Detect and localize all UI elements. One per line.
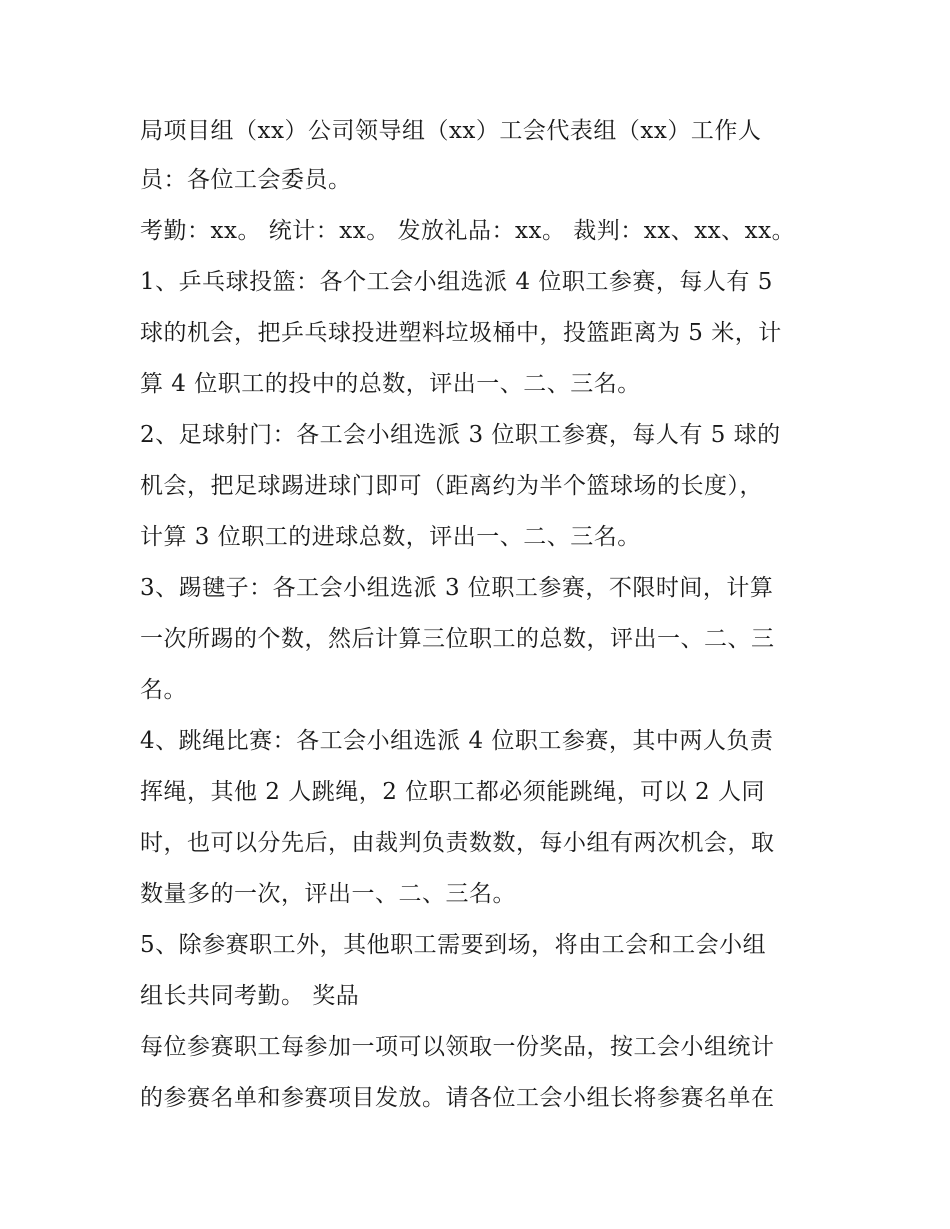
text-line: 算 4 位职工的投中的总数，评出一、二、三名。	[140, 371, 641, 397]
text-line: 数量多的一次，评出一、二、三名。	[140, 881, 516, 907]
text-line: 局项目组（xx）公司领导组（xx）工会代表组（xx）工作人	[140, 118, 762, 144]
text-line: 机会，把足球踢进球门即可（距离约为半个篮球场的长度），	[140, 473, 763, 499]
text-line: 员：各位工会委员。	[140, 167, 352, 193]
text-line: 计算 3 位职工的进球总数，评出一、二、三名。	[140, 524, 641, 550]
text-line: 一次所踢的个数，然后计算三位职工的总数，评出一、二、三	[140, 626, 775, 652]
text-line: 每位参赛职工每参加一项可以领取一份奖品，按工会小组统计	[140, 1034, 775, 1060]
text-line: 名。	[140, 677, 187, 703]
text-line: 1、乒乓球投篮：各个工会小组选派 4 位职工参赛，每人有 5	[140, 269, 773, 295]
text-line: 3、踢毽子：各工会小组选派 3 位职工参赛，不限时间，计算	[140, 575, 774, 601]
text-line: 4、跳绳比赛：各工会小组选派 4 位职工参赛，其中两人负责	[140, 728, 774, 754]
text-line: 挥绳，其他 2 人跳绳，2 位职工都必须能跳绳，可以 2 人同	[140, 779, 765, 805]
text-line: 的参赛名单和参赛项目发放。请各位工会小组长将参赛名单在	[140, 1085, 775, 1111]
text-line: 2、足球射门：各工会小组选派 3 位职工参赛，每人有 5 球的	[140, 422, 781, 448]
text-line: 5、除参赛职工外，其他职工需要到场，将由工会和工会小组	[140, 932, 767, 958]
text-line: 组长共同考勤。 奖品	[140, 983, 360, 1009]
document-body	[140, 108, 820, 1124]
text-line: 考勤：xx。 统计：xx。 发放礼品：xx。 裁判：xx、xx、xx。	[140, 218, 796, 244]
text-line: 球的机会，把乒乓球投进塑料垃圾桶中，投篮距离为 5 米，计	[140, 320, 782, 346]
text-line: 时，也可以分先后，由裁判负责数数，每小组有两次机会，取	[140, 830, 775, 856]
